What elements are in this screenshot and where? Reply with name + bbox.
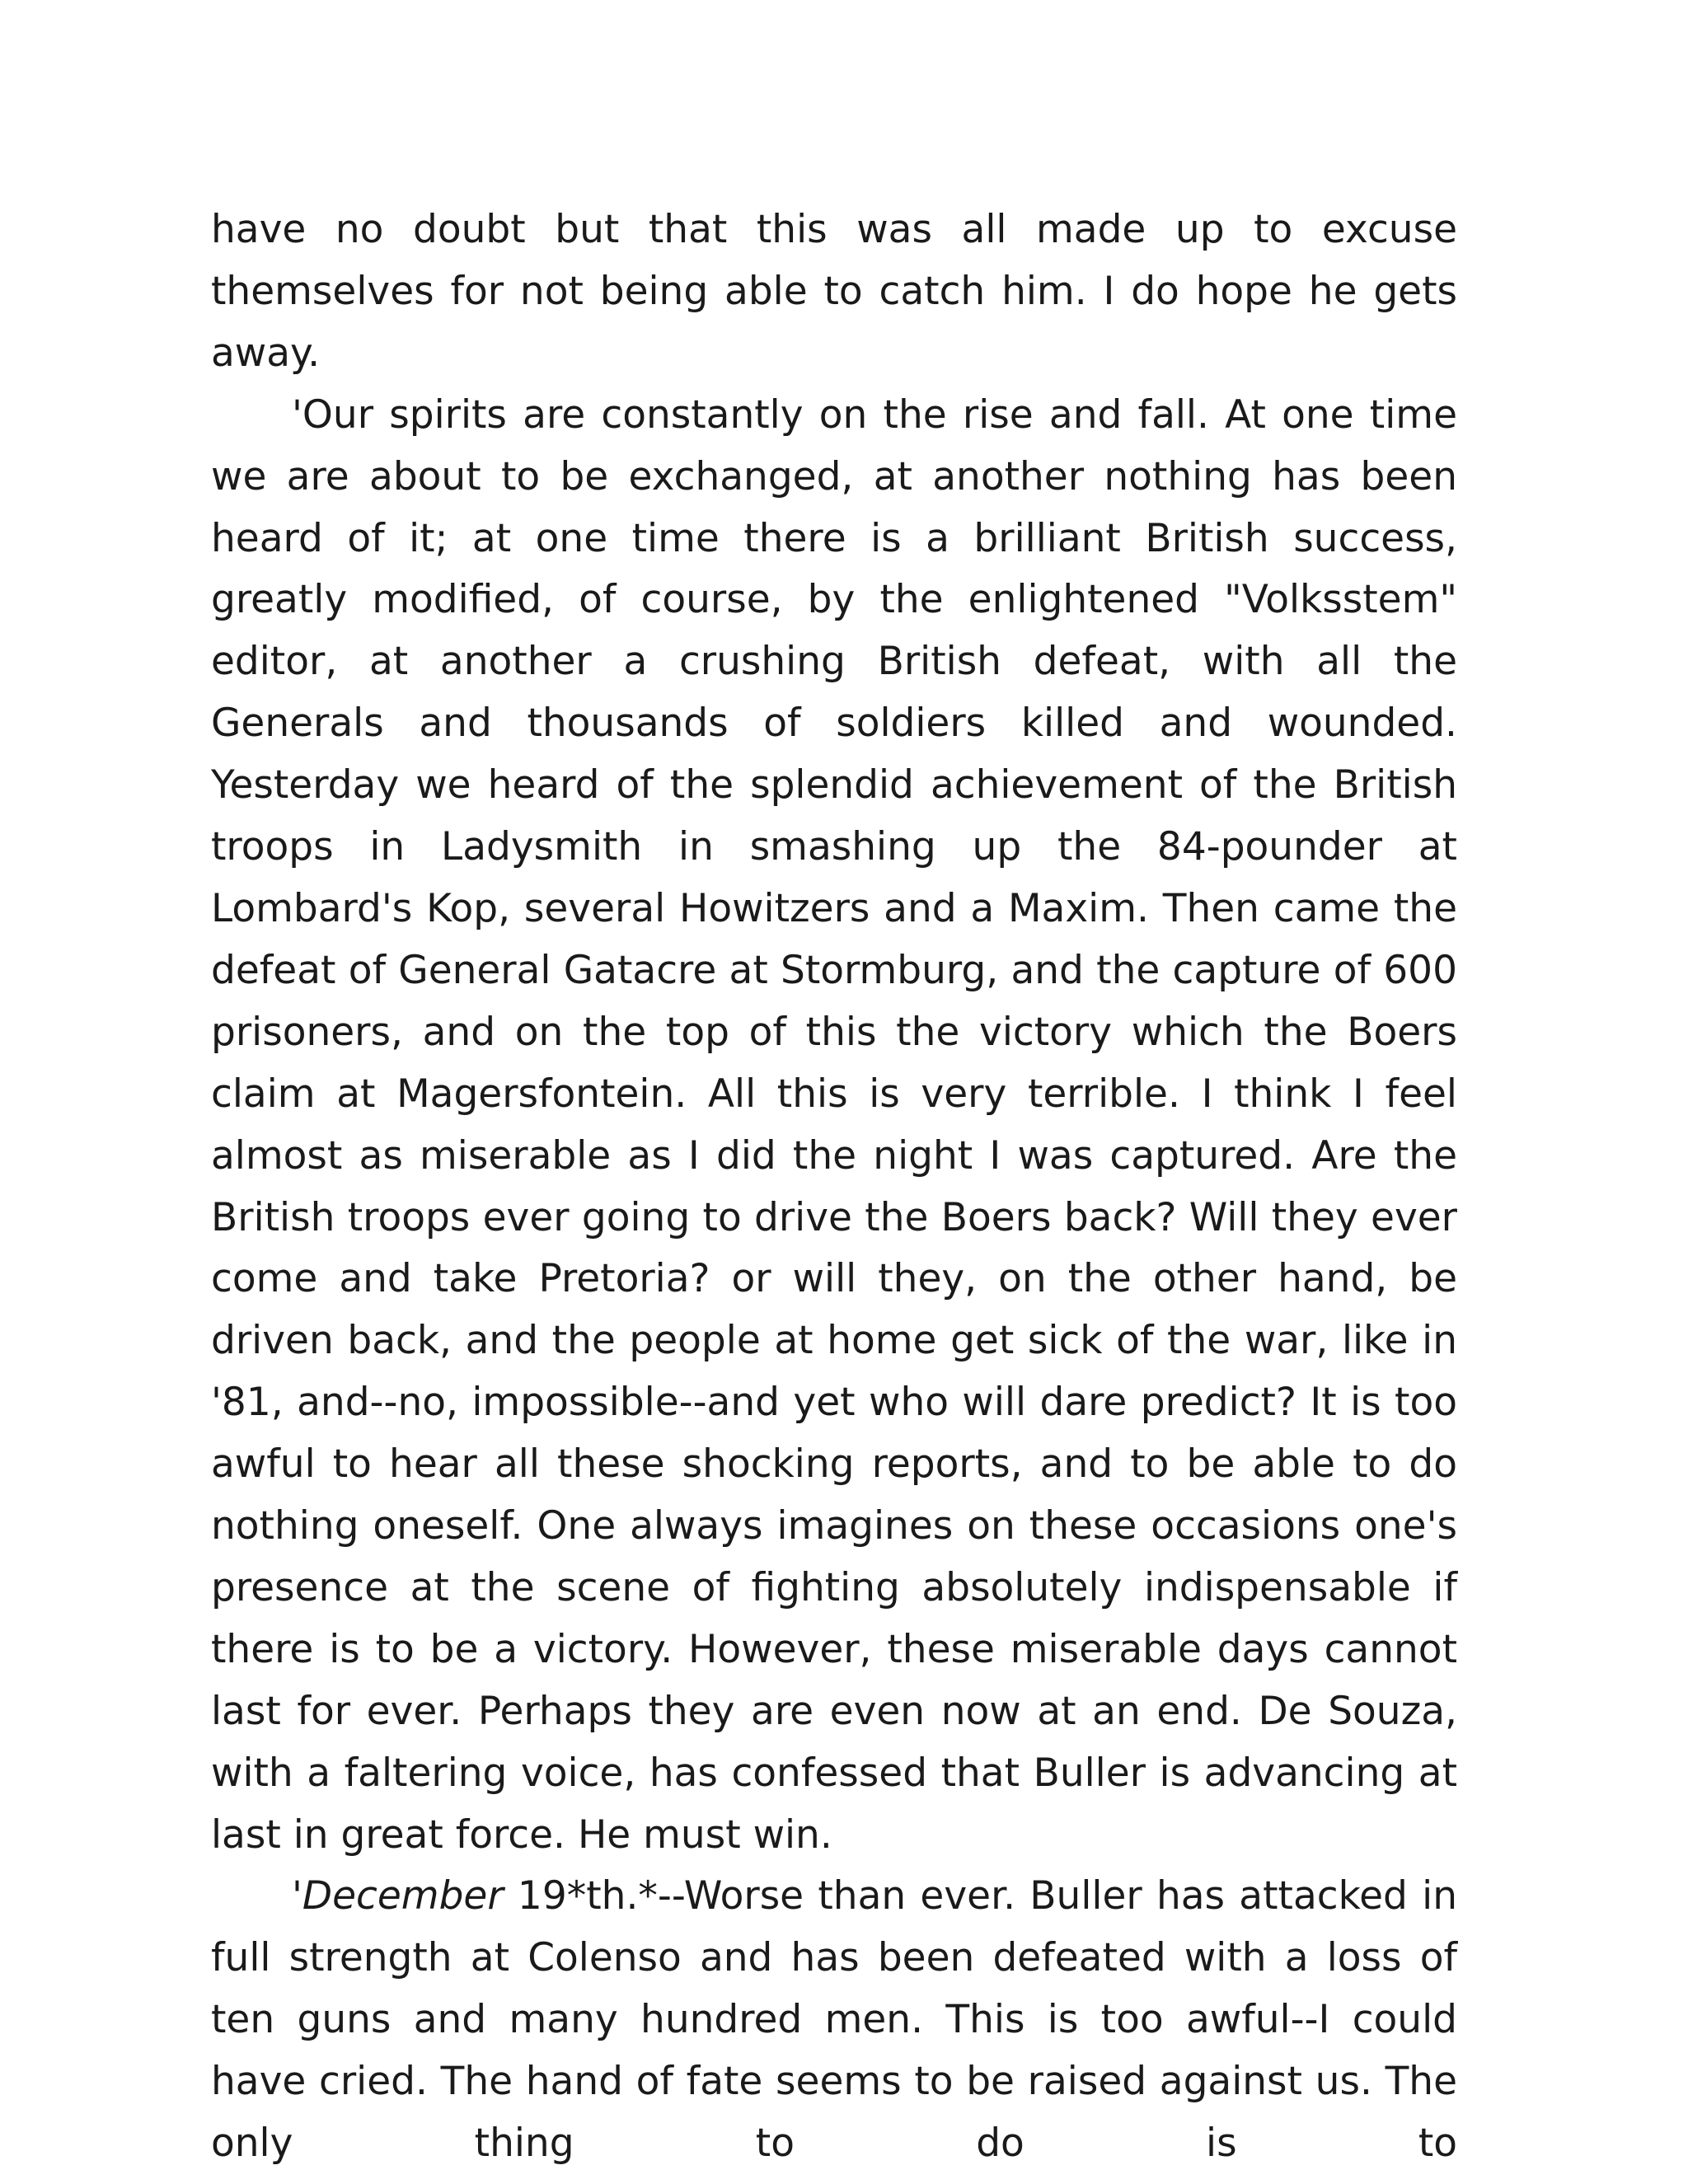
paragraph-3-date-month: December [302, 1873, 504, 1919]
paragraph-1-text: have no doubt but that this was all made up to excuse themselves for not being able to catch him. I do hope he gets away. [211, 207, 1457, 376]
paragraph-1 [211, 199, 1457, 385]
paragraph-3-text: 19*th.*--Worse than ever. Buller has attacked in full strength at Colenso and has been defeated with a loss of ten guns and many hundred men. This is too awful--I could have cried. The hand of fate seems to be raised against us. The only thing to do is to [211, 1873, 1457, 2167]
document-page [211, 199, 1457, 2175]
paragraph-3 [211, 1866, 1457, 2175]
paragraph-2 [211, 385, 1457, 1867]
paragraph-2-text: 'Our spirits are constantly on the rise and fall. At one time we are about to be exchanged, at another nothing has been heard of it; at one time there is a brilliant British success, greatly modified, of course, by the enlightened "Volksstem" editor, at another a crushing British defeat, with all the Generals and thousands of soldiers killed and wounded. Yesterday we heard of the splendid achievement of the British troops in Ladysmith in smashing up the 84-pounder at Lombard's Kop, several Howitzers and a Maxim. Then came the defeat of General Gatacre at Stormburg, and the capture of 600 prisoners, and on the top of this the victory which the Boers claim at Magersfontein. All this is very terrible. I think I feel almost as miserable as I did the night I was captured. Are the British troops ever going to drive the Boers back? Will they ever come and take Pretoria? or will they, on the other hand, be driven back, and the people at home get sick of the war, like in '81, and--no, impossible--and yet who will dare predict? It is too awful to hear all these shocking reports, and to be able to do nothing oneself. One always imagines on these occasions one's presence at the scene of fighting absolutely indispensable if there is to be a victory. However, these miserable days cannot last for ever. Perhaps they are even now at an end. De Souza, with a faltering voice, has confessed that Buller is advancing at last in great force. He must win. [211, 391, 1457, 1858]
paragraph-3-prefix: ' [292, 1873, 302, 1919]
